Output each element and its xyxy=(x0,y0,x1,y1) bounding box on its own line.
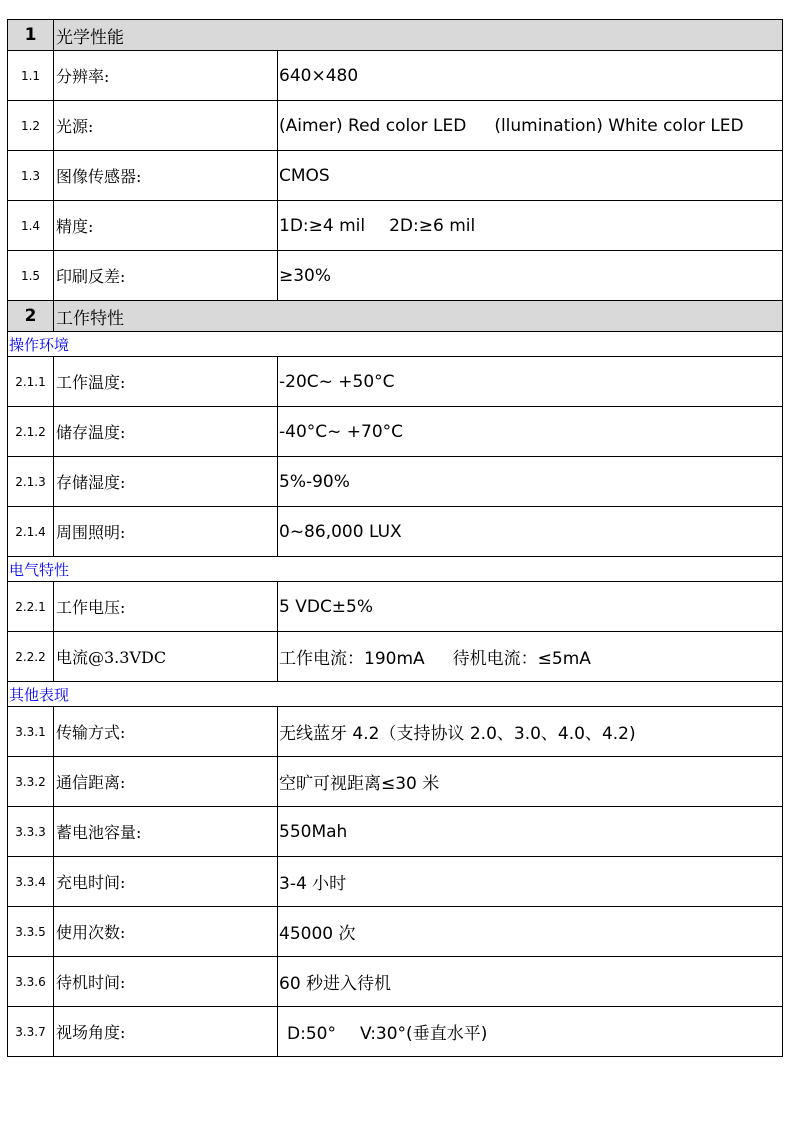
item-label: 储存温度: xyxy=(54,407,278,457)
table-row xyxy=(8,907,783,957)
item-number: 3.3.2 xyxy=(8,757,54,807)
item-label: 周围照明: xyxy=(54,507,278,557)
item-value-part: (llumination) White color LED xyxy=(494,115,744,136)
table-row xyxy=(8,807,783,857)
item-value-part: D:50° xyxy=(287,1024,336,1044)
table-row xyxy=(8,857,783,907)
item-label: 精度: xyxy=(54,201,278,251)
item-value: 无线蓝牙 4.2（支持协议 2.0、3.0、4.0、4.2) xyxy=(278,707,783,757)
item-label: 工作电压: xyxy=(54,582,278,632)
table-row xyxy=(8,51,783,101)
item-number: 1.4 xyxy=(8,201,54,251)
item-value: 5%-90% xyxy=(278,457,783,507)
item-label: 分辨率: xyxy=(54,51,278,101)
item-value: CMOS xyxy=(278,151,783,201)
table-row xyxy=(8,251,783,301)
item-value: ≥30% xyxy=(278,251,783,301)
subsection-title: 电气特性 xyxy=(8,557,783,582)
table-row xyxy=(8,582,783,632)
item-number: 2.1.4 xyxy=(8,507,54,557)
table-row xyxy=(8,201,783,251)
item-number: 1.2 xyxy=(8,101,54,151)
section-number: 2 xyxy=(8,301,54,332)
item-number: 3.3.7 xyxy=(8,1007,54,1057)
item-value: 5 VDC±5% xyxy=(278,582,783,632)
section-title: 工作特性 xyxy=(54,301,783,332)
spec-table xyxy=(7,19,783,1057)
item-value-part: (Aimer) Red color LED xyxy=(279,115,467,136)
item-value: 3-4 小时 xyxy=(278,857,783,907)
item-number: 3.3.4 xyxy=(8,857,54,907)
subsection-header xyxy=(8,557,783,582)
item-label: 电流@3.3VDC xyxy=(54,632,278,682)
table-row xyxy=(8,151,783,201)
item-value-part: 待机电流：≤5mA xyxy=(452,649,591,669)
item-value: -20C~ +50°C xyxy=(278,357,783,407)
table-row xyxy=(8,957,783,1007)
item-value-part: 2D:≥6 mil xyxy=(389,215,476,236)
item-number: 1.1 xyxy=(8,51,54,101)
section-number: 1 xyxy=(8,20,54,51)
item-value-part: 1D:≥4 mil xyxy=(279,215,366,236)
table-row xyxy=(8,757,783,807)
table-row xyxy=(8,507,783,557)
subsection-title: 操作环境 xyxy=(8,332,783,357)
item-value xyxy=(278,201,783,251)
item-value: 550Mah xyxy=(278,807,783,857)
item-number: 3.3.1 xyxy=(8,707,54,757)
item-label: 待机时间: xyxy=(54,957,278,1007)
item-value xyxy=(278,1007,783,1057)
item-number: 2.2.1 xyxy=(8,582,54,632)
item-number: 1.3 xyxy=(8,151,54,201)
item-number: 2.1.1 xyxy=(8,357,54,407)
table-row xyxy=(8,457,783,507)
item-label: 工作温度: xyxy=(54,357,278,407)
item-value: 60 秒进入待机 xyxy=(278,957,783,1007)
item-value: -40°C~ +70°C xyxy=(278,407,783,457)
item-label: 存储湿度: xyxy=(54,457,278,507)
item-label: 使用次数: xyxy=(54,907,278,957)
table-row xyxy=(8,632,783,682)
item-label: 印刷反差: xyxy=(54,251,278,301)
item-value-part: 工作电流：190mA xyxy=(279,649,425,669)
item-number: 1.5 xyxy=(8,251,54,301)
item-value: 45000 次 xyxy=(278,907,783,957)
table-row xyxy=(8,101,783,151)
item-label: 蓄电池容量: xyxy=(54,807,278,857)
table-row xyxy=(8,1007,783,1057)
item-label: 图像传感器: xyxy=(54,151,278,201)
item-value xyxy=(278,632,783,682)
subsection-title: 其他表现 xyxy=(8,682,783,707)
table-row xyxy=(8,357,783,407)
item-value: 0~86,000 LUX xyxy=(278,507,783,557)
item-number: 2.1.2 xyxy=(8,407,54,457)
item-label: 光源: xyxy=(54,101,278,151)
item-number: 3.3.6 xyxy=(8,957,54,1007)
item-label: 通信距离: xyxy=(54,757,278,807)
item-label: 传输方式: xyxy=(54,707,278,757)
item-number: 2.2.2 xyxy=(8,632,54,682)
item-number: 2.1.3 xyxy=(8,457,54,507)
section-header xyxy=(8,301,783,332)
item-value: 空旷可视距离≤30 米 xyxy=(278,757,783,807)
subsection-header xyxy=(8,682,783,707)
item-value xyxy=(278,101,783,151)
section-title: 光学性能 xyxy=(54,20,783,51)
subsection-header xyxy=(8,332,783,357)
item-number: 3.3.3 xyxy=(8,807,54,857)
item-label: 充电时间: xyxy=(54,857,278,907)
table-row xyxy=(8,707,783,757)
item-value: 640×480 xyxy=(278,51,783,101)
section-header xyxy=(8,20,783,51)
item-value-part: V:30°(垂直水平) xyxy=(359,1024,488,1044)
item-number: 3.3.5 xyxy=(8,907,54,957)
table-row xyxy=(8,407,783,457)
item-label: 视场角度: xyxy=(54,1007,278,1057)
